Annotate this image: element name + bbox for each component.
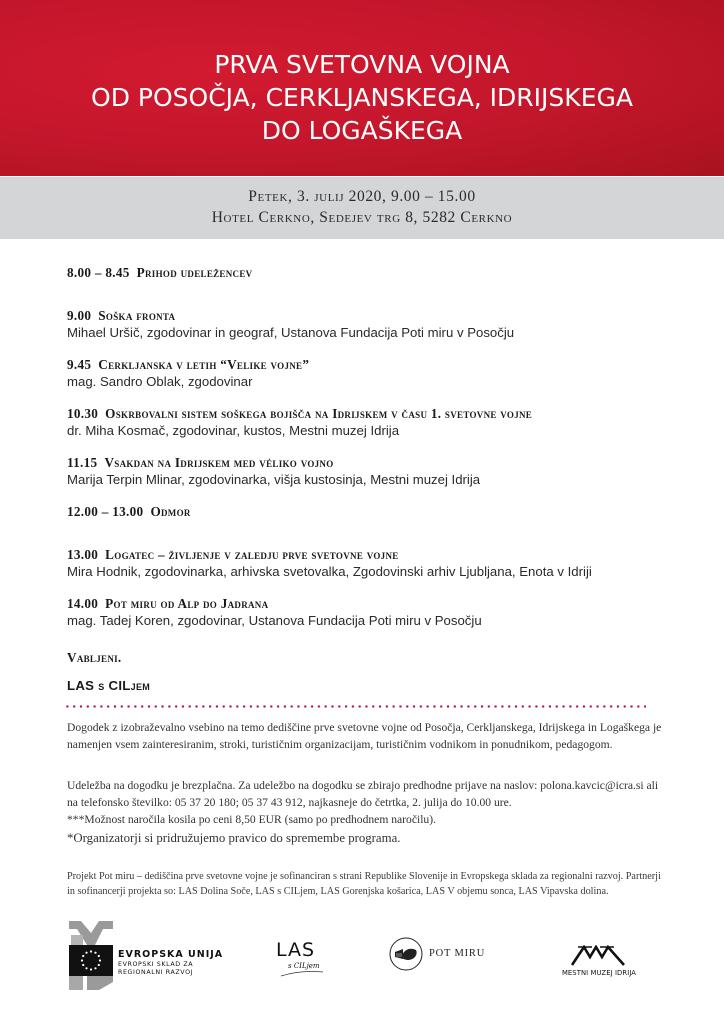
program-item <box>67 595 667 629</box>
funding-text: Projekt Pot miru – dediščina prve svetovne vojne je sofinanciran s strani Republike Slovenije in Evropskega sklada za regionalni razvoj. Partnerji in sofinancerji projekta so: LAS Dolina Soče, LAS s CILjem, LAS Gorenjska košarica, LAS V objemu sonca, LAS Vipavska dolina. <box>67 871 661 897</box>
eu-subtitle <box>118 961 193 977</box>
program-item-heading <box>67 454 667 471</box>
invite-text: Vabljeni. <box>67 650 122 665</box>
las-logo <box>272 939 332 979</box>
program-item-heading <box>67 503 667 520</box>
event-description <box>67 719 667 753</box>
eu-star <box>99 959 101 961</box>
program-time: 8.00 – 8.45 <box>67 265 130 280</box>
eu-star <box>82 964 84 966</box>
eu-star <box>94 967 96 969</box>
event-title-line: DO LOGAŠKEGA <box>261 116 463 145</box>
las-logo-text: LAS <box>276 939 316 961</box>
program-item <box>67 546 667 580</box>
pot-miru-logo <box>389 937 499 977</box>
title-banner <box>0 0 724 176</box>
program-speaker: dr. Miha Kosmač, zgodovinar, kustos, Mestni muzej Idrija <box>67 423 400 438</box>
las-swoosh-icon <box>280 969 324 977</box>
eu-decor-top-icon <box>69 921 113 945</box>
program-speaker: Mira Hodnik, zgodovinarka, arhivska svetovalka, Zgodovinski arhiv Ljubljana, Enota v Idriji <box>67 564 592 579</box>
partner-logos <box>0 915 724 1020</box>
description-text: Dogodek z izobraževalno vsebino na temo dediščine prve svetovne vojne od Posočja, Cerkljanskega, Idrijskega in Logaškega je namenjen vsem zainteresiranim, stroki, turističnim organizacijam, turističnim vodnikom in ponudnikom, pedagogom. <box>67 721 662 751</box>
registration-info <box>67 777 667 848</box>
mestni-muzej-idrija-logo <box>556 945 642 981</box>
eu-decor-bottom-icon <box>69 976 113 990</box>
mm-mountain-icon <box>570 945 626 967</box>
eu-star <box>90 950 92 952</box>
program-time: 13.00 <box>67 547 99 562</box>
event-venue: Hotel Cerkno, Sedejev trg 8, 5282 Cerkno <box>211 209 513 226</box>
event-title-line: OD POSOČJA, CERKLJANSKEGA, IDRIJSKEGA <box>91 83 633 112</box>
pot-miru-text: POT MIRU <box>429 948 486 959</box>
program-time: 11.15 <box>67 455 98 470</box>
eu-subtitle-line: REGIONALNI RAZVOJ <box>118 969 194 976</box>
organizer-signature: LAS s CILjem <box>67 678 151 693</box>
program-item-heading <box>67 264 667 281</box>
las-logo-subtext: s CILjem <box>288 962 320 970</box>
program-time: 14.00 <box>67 596 99 611</box>
program-speaker: Marija Terpin Mlinar, zgodovinarka, višja kustosinja, Mestni muzej Idrija <box>67 472 481 487</box>
program-item-heading <box>67 356 667 373</box>
program-title: Soška fronta <box>98 308 176 323</box>
eu-flag-icon <box>69 945 113 976</box>
program-speaker: Mihael Uršič, zgodovinar in geograf, Ustanova Fundacija Poti miru v Posočju <box>67 325 515 340</box>
eu-star <box>85 967 87 969</box>
eu-star <box>98 955 100 957</box>
program-item <box>67 503 667 520</box>
program-item <box>67 356 667 390</box>
date-venue-band <box>0 177 724 239</box>
program-item <box>67 405 667 439</box>
program-item-heading <box>67 405 667 422</box>
mmi-text: MESTNI MUZEJ IDRIJA <box>561 969 637 977</box>
program-speaker: mag. Tadej Koren, zgodovinar, Ustanova Fundacija Poti miru v Posočju <box>67 613 482 628</box>
event-title <box>0 48 724 147</box>
program-time: 12.00 – 13.00 <box>67 504 144 519</box>
eu-star <box>94 952 96 954</box>
eu-title: EVROPSKA UNIJA <box>118 949 224 960</box>
event-date: Petek, 3. julij 2020, 9.00 – 15.00 <box>248 188 476 205</box>
program-item <box>67 454 667 488</box>
program-item-heading <box>67 307 667 324</box>
program-time: 10.30 <box>67 406 99 421</box>
event-title-line: PRVA SVETOVNA VOJNA <box>214 50 510 79</box>
funding-info <box>67 870 667 899</box>
lunch-note: ***Možnost naročila kosila po ceni 8,50 EUR (samo po predhodnem naročilu). <box>67 813 436 826</box>
eu-star <box>98 964 100 966</box>
eu-star <box>85 952 87 954</box>
program-title: Vsakdan na Idrijskem med véliko vojno <box>104 455 334 470</box>
program-speaker: mag. Sandro Oblak, zgodovinar <box>67 374 253 389</box>
eu-subtitle-line: EVROPSKI SKLAD ZA <box>118 961 194 968</box>
program-time: 9.00 <box>67 308 92 323</box>
program-title: Pot miru od Alp do Jadrana <box>105 596 269 611</box>
eu-star <box>90 968 92 970</box>
eu-star <box>82 955 84 957</box>
program-title: Prihod udeležencev <box>136 265 253 280</box>
program-change-note: *Organizatorji si pridružujemo pravico do spremembe programa. <box>67 831 401 845</box>
dotted-divider <box>64 705 646 708</box>
program-title: Oskrbovalni sistem soškega bojišča na Idrijskem v času 1. svetovne vojne <box>105 406 533 421</box>
program-item <box>67 264 667 281</box>
eu-logo <box>68 921 228 991</box>
program-title: Odmor <box>150 504 191 519</box>
program-item <box>67 307 667 341</box>
program-title: Logatec – življenje v zaledju prve svetovne vojne <box>105 547 399 562</box>
registration-text: Udeležba na dogodku je brezplačna. Za udeležbo na dogodku se zbirajo predhodne prijave na naslov: polona.kavcic@icra.si ali na telefonsko številko: 05 37 20 180; 05 37 43 912, najkasneje do četrtka, 2. julija do 10.00 ure. <box>67 779 659 809</box>
eu-star <box>81 959 83 961</box>
program-list <box>67 264 667 644</box>
program-item-heading <box>67 595 667 612</box>
bird-in-hand-icon <box>389 937 423 971</box>
closing <box>67 650 150 693</box>
program-time: 9.45 <box>67 357 92 372</box>
program-item-heading <box>67 546 667 563</box>
program-title: Cerkljanska v letih “Velike vojne” <box>98 357 310 372</box>
